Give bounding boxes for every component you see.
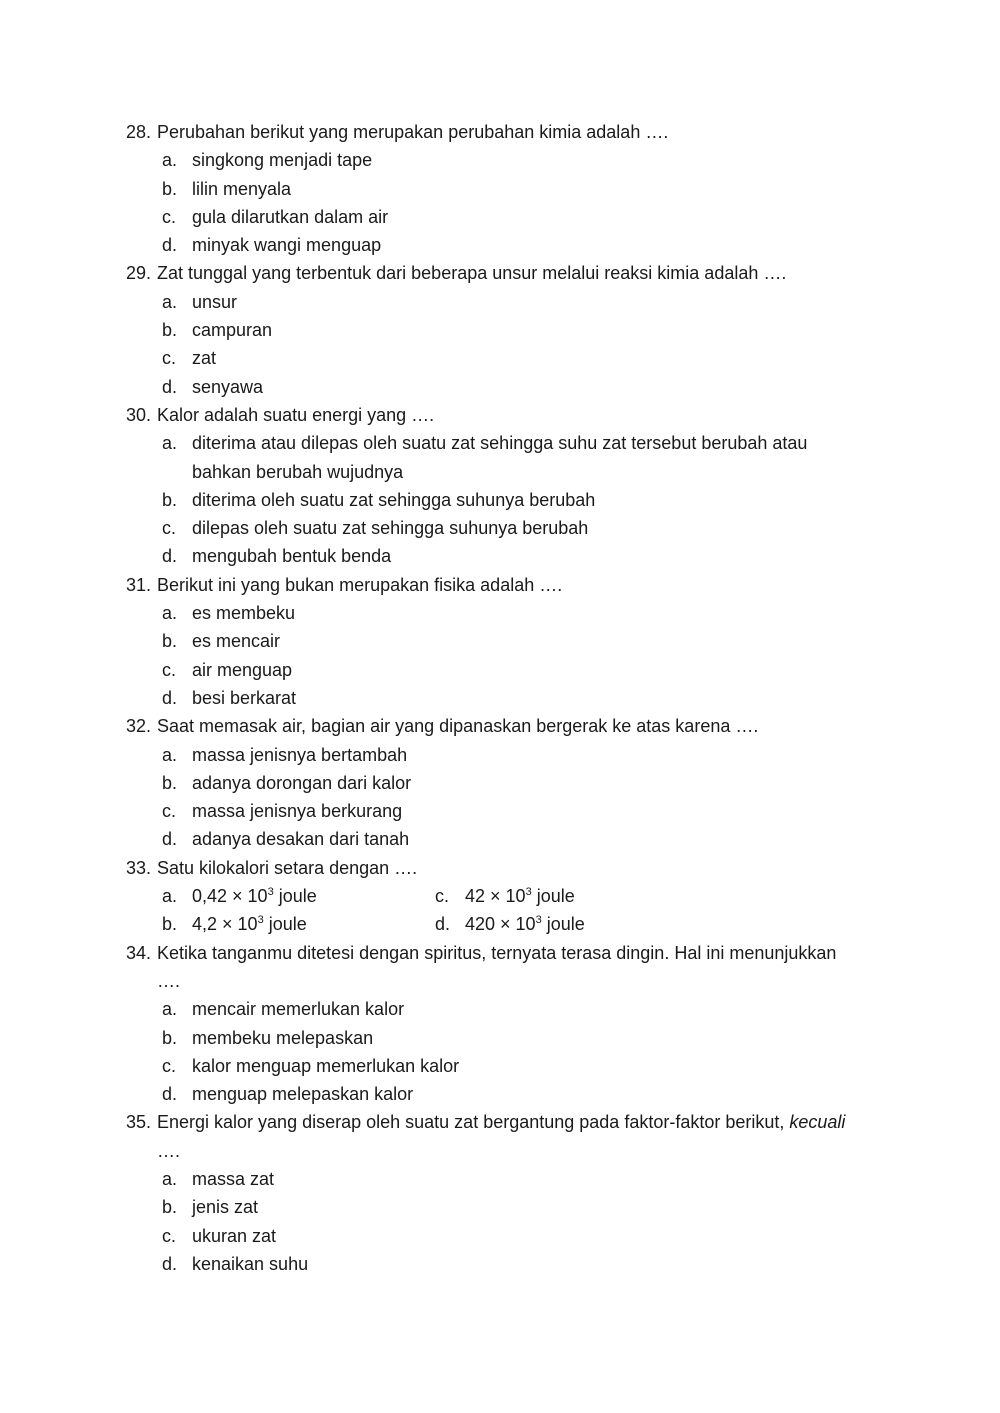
option-letter: a.	[162, 1168, 178, 1189]
option-a	[126, 599, 886, 627]
option-text: air menguap	[192, 659, 293, 680]
option-a-continuation	[126, 458, 886, 486]
option-text: singkong menjadi tape	[192, 150, 373, 171]
option-text: diterima oleh suatu zat sehingga suhunya berubah	[192, 489, 596, 510]
option-letter: b.	[162, 1027, 178, 1048]
question-text: Zat tunggal yang terbentuk dari beberapa unsur melalui reaksi kimia adalah ….	[157, 263, 787, 284]
option-c	[126, 1222, 886, 1250]
question-text-emphasis: kecuali	[789, 1112, 846, 1133]
option-text: massa jenisnya berkurang	[192, 801, 403, 822]
option-text: es mencair	[192, 631, 281, 652]
option-text: menguap melepaskan kalor	[192, 1084, 414, 1105]
option-d	[126, 825, 886, 853]
option-text: zat	[192, 348, 217, 369]
question-text: Berikut ini yang bukan merupakan fisika adalah ….	[157, 574, 563, 595]
option-exponent: 3	[525, 886, 532, 899]
option-letter: a.	[162, 291, 178, 312]
option-letter: d.	[162, 687, 178, 708]
option-c	[126, 1052, 886, 1080]
option-letter: c.	[162, 1225, 177, 1246]
option-text: dilepas oleh suatu zat sehingga suhunya berubah	[192, 518, 589, 539]
option-d	[126, 1250, 886, 1278]
option-text: gula dilarutkan dalam air	[192, 206, 389, 227]
question-number: 28.	[126, 122, 152, 142]
question-31	[126, 571, 886, 712]
question-28	[126, 118, 886, 259]
option-text	[192, 882, 317, 910]
option-text: massa zat	[192, 1168, 275, 1189]
option-letter: d.	[162, 1253, 178, 1274]
option-text: minyak wangi menguap	[192, 235, 382, 256]
option-text: diterima atau dilepas oleh suatu zat sehingga suhu zat tersebut berubah atau	[192, 433, 808, 454]
option-row-1	[126, 882, 886, 910]
question-number: 29.	[126, 263, 152, 284]
option-coefficient: 420 × 10	[465, 914, 536, 935]
option-unit: joule	[541, 914, 585, 935]
question-number: 34.	[126, 942, 152, 963]
question-list	[126, 118, 886, 1278]
option-c	[126, 344, 886, 372]
option-letter: c.	[162, 518, 177, 539]
option-text: lilin menyala	[192, 178, 292, 199]
option-c	[126, 656, 886, 684]
question-text-continuation: ….	[157, 970, 181, 991]
question-text-main: Energi kalor yang diserap oleh suatu zat bergantung pada faktor-faktor berikut,	[157, 1112, 790, 1133]
question-stem	[126, 118, 886, 146]
question-stem	[126, 712, 886, 740]
option-a	[126, 146, 886, 174]
option-text: es membeku	[192, 603, 296, 624]
option-unit: joule	[531, 886, 575, 907]
option-exponent: 3	[535, 914, 542, 927]
option-d	[126, 373, 886, 401]
option-letter: b.	[162, 1197, 178, 1218]
option-exponent: 3	[267, 886, 274, 899]
option-b	[126, 1193, 886, 1221]
option-text: mencair memerlukan kalor	[192, 999, 405, 1020]
option-letter: b.	[162, 320, 178, 341]
option-letter: a.	[162, 433, 178, 454]
option-letter: c.	[162, 659, 177, 680]
option-letter: c.	[162, 348, 177, 369]
option-letter: a.	[162, 150, 178, 171]
option-letter: c.	[162, 1055, 177, 1076]
option-letter: b.	[162, 914, 178, 935]
question-stem	[126, 259, 886, 287]
option-letter: b.	[162, 489, 178, 510]
question-stem-continuation	[126, 1137, 886, 1165]
question-30	[126, 401, 886, 571]
question-text: Ketika tanganmu ditetesi dengan spiritus, ternyata terasa dingin. Hal ini menunjukkan	[157, 942, 837, 963]
question-number: 35.	[126, 1112, 152, 1133]
option-a	[126, 288, 886, 316]
option-row-2	[126, 910, 886, 938]
question-stem	[126, 571, 886, 599]
question-33	[126, 854, 886, 939]
option-text: membeku melepaskan	[192, 1027, 374, 1048]
option-c	[126, 797, 886, 825]
question-29	[126, 259, 886, 400]
option-letter: d.	[162, 546, 178, 567]
option-text: adanya dorongan dari kalor	[192, 772, 412, 793]
option-unit: joule	[273, 886, 317, 907]
question-stem	[126, 1108, 886, 1136]
option-text: campuran	[192, 320, 273, 341]
question-35	[126, 1108, 886, 1278]
option-text	[192, 910, 307, 938]
option-letter: d.	[162, 1084, 178, 1105]
question-text: Perubahan berikut yang merupakan perubahan kimia adalah ….	[157, 122, 669, 142]
option-text: besi berkarat	[192, 687, 297, 708]
option-letter: c.	[162, 801, 177, 822]
option-b	[126, 627, 886, 655]
option-letter: a.	[162, 999, 178, 1020]
option-text: unsur	[192, 291, 238, 312]
option-text: mengubah bentuk benda	[192, 546, 392, 567]
option-a	[126, 995, 886, 1023]
option-letter: d.	[162, 376, 178, 397]
option-letter: c.	[162, 206, 177, 227]
question-stem-continuation	[126, 967, 886, 995]
question-number: 33.	[126, 857, 152, 878]
option-d	[126, 684, 886, 712]
option-text: adanya desakan dari tanah	[192, 829, 410, 850]
option-letter: b.	[162, 178, 178, 199]
option-text: jenis zat	[192, 1197, 259, 1218]
option-letter: a.	[162, 603, 178, 624]
question-text	[157, 1108, 845, 1136]
question-number: 32.	[126, 716, 152, 737]
option-unit: joule	[263, 914, 307, 935]
option-letter: b.	[162, 631, 178, 652]
question-stem	[126, 401, 886, 429]
option-text: massa jenisnya bertambah	[192, 744, 408, 765]
question-34	[126, 939, 886, 1109]
question-number: 30.	[126, 404, 152, 425]
option-coefficient: 0,42 × 10	[192, 886, 268, 907]
option-text: kenaikan suhu	[192, 1253, 309, 1274]
option-c	[126, 514, 886, 542]
option-b	[126, 175, 886, 203]
option-b	[126, 316, 886, 344]
question-number: 31.	[126, 574, 152, 595]
option-text: kalor menguap memerlukan kalor	[192, 1055, 460, 1076]
option-a	[126, 1165, 886, 1193]
option-letter: b.	[162, 772, 178, 793]
question-32	[126, 712, 886, 853]
option-b	[126, 486, 886, 514]
option-coefficient: 42 × 10	[465, 886, 526, 907]
question-stem	[126, 854, 886, 882]
option-c	[126, 203, 886, 231]
option-d	[126, 231, 886, 259]
question-text: Kalor adalah suatu energi yang ….	[157, 404, 435, 425]
option-d	[126, 1080, 886, 1108]
question-text: Satu kilokalori setara dengan ….	[157, 857, 418, 878]
option-letter: a.	[162, 744, 178, 765]
option-letter: d.	[162, 235, 178, 256]
option-b	[126, 769, 886, 797]
question-stem	[126, 939, 886, 967]
option-text	[465, 882, 575, 910]
question-text: Saat memasak air, bagian air yang dipanaskan bergerak ke atas karena ….	[157, 716, 759, 737]
option-text: senyawa	[192, 376, 264, 397]
option-b	[126, 1024, 886, 1052]
option-text	[465, 910, 585, 938]
question-text-continuation: ….	[157, 1140, 181, 1161]
option-text: ukuran zat	[192, 1225, 277, 1246]
option-a	[126, 741, 886, 769]
option-exponent: 3	[257, 914, 264, 927]
option-letter: a.	[162, 886, 178, 907]
option-d	[126, 542, 886, 570]
option-letter: d.	[162, 829, 178, 850]
option-a	[126, 429, 886, 457]
option-letter: c.	[435, 886, 450, 907]
option-letter: d.	[435, 914, 451, 935]
option-coefficient: 4,2 × 10	[192, 914, 258, 935]
option-text-continuation: bahkan berubah wujudnya	[192, 461, 404, 482]
